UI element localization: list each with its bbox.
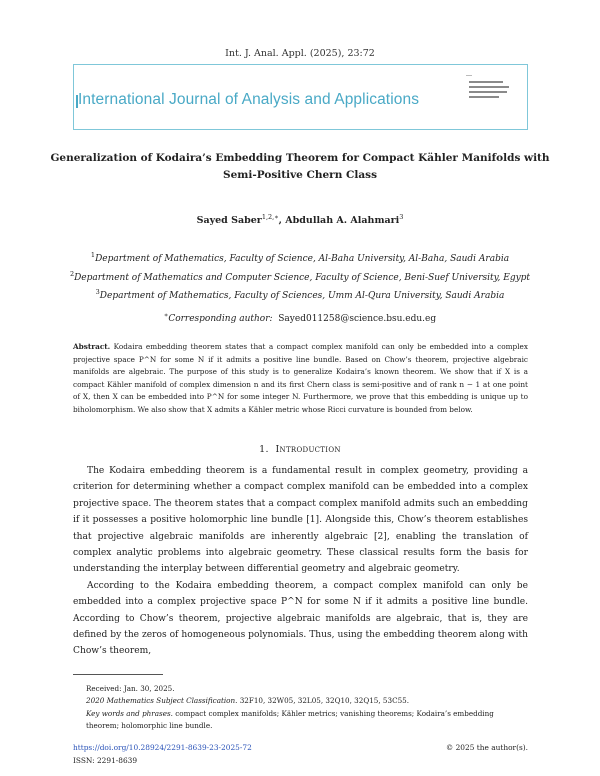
affiliation-line [0,267,600,286]
journal-reference: Int. J. Anal. Appl. (2025), 23:72 [225,48,375,59]
affiliation-line [0,285,600,304]
affiliation-text: Department of Mathematics, Faculty of Sciences, Umm Al-Qura University, Saudi Arabia [99,291,505,301]
body-text [73,463,528,660]
author-affiliation-marker: 1,2,∗ [261,213,279,221]
paper-title [40,150,560,184]
issn: ISSN: 2291-8639 [73,756,138,765]
banner-decoration [466,75,472,76]
affiliation-marker: 2 [69,269,75,278]
section-number: 1. [259,444,269,455]
author-affiliation-marker: 3 [399,213,404,221]
abstract-text: Kodaira embedding theorem states that a compact complex manifold can only be embedded into a complex projective space P^N for some N if it admits a positive line bundle. Based on Chow’s theorem, projective algebraic manifolds are algebraic. The purpose of this study is to generalize Kodaira’s known theorem. We show that if X is a compact Kähler manifold of complex dimension n and its first Chern class is semi-positive and of rank n − 1 at one point of X, then X can be embedded into P^N for some integer N. Furthermore, we prove that this embedding is unique up to biholomorphism. We also show that X admits a Kähler metric whose Ricci curvature is bounded from below. [73,342,528,414]
keywords-label: Key words and phrases. [86,708,173,718]
footnotes [86,683,528,732]
affiliation-text: Department of Mathematics, Faculty of Science, Al-Baha University, Al-Baha, Saudi Arabia [95,254,510,264]
footnote-divider [73,674,163,675]
received-date: Received: Jan. 30, 2025. [86,684,175,693]
paragraph: According to the Kodaira embedding theorem, a compact complex manifold can only be embedded into a complex projective space P^N for some N if it admits a positive line bundle. According to Chow’s theorem, projective algebraic manifolds are algebraic, that is, they are defined by the zeros of homogeneous polynomials. Thus, using the embedding theorem along with Chow’s theorem, [73,580,528,657]
author-name: Sayed Saber [196,215,262,227]
author-separator: , [278,215,286,227]
section-heading [0,444,600,455]
abstract-heading: Abstract. [73,342,111,351]
corresponding-label: Corresponding author: [168,314,273,324]
journal-brand-name: International Journal of Analysis and Applications [78,91,420,108]
corresponding-author [0,311,600,324]
doi-link[interactable]: https://doi.org/10.28924/2291-8639-23-2025-72 [73,743,252,752]
affiliations [0,248,600,304]
journal-banner [73,64,528,130]
affiliation-text: Department of Mathematics and Computer Science, Faculty of Science, Beni-Suef University, Egypt [74,272,531,283]
copyright-notice: © 2025 the author(s). [445,743,528,752]
banner-logo-icon [469,81,509,101]
affiliation-marker: 3 [95,288,100,296]
paper-title-line-1: Generalization of Kodaira’s Embedding Theorem for Compact Kähler Manifolds with [50,152,550,164]
paper-title-line-2: Semi-Positive Chern Class [223,169,377,181]
msc-label: 2020 Mathematics Subject Classification. [86,696,238,706]
paragraph: The Kodaira embedding theorem is a fundamental result in complex geometry, providing a criterion for determining whether a compact complex manifold can be embedded into a complex projective space. The theorem states that a compact complex manifold admits such an embedding if it possesses a positive holomorphic line bundle [1]. Alongside this, Chow’s theorem establishes that projective algebraic manifolds are inherently algebraic [2], enabling the translation of complex analytic problems into algebraic geometry. These classical results form the basis for understanding the interplay between differential geometry and algebraic geometry. [73,466,528,575]
keywords-text: compact complex manifolds; Kähler metrics; vanishing theorems; Kodaira’s embedding theorem; holomorphic line bundle. [86,708,494,730]
abstract [73,341,528,416]
affiliation-line [0,248,600,267]
keywords [86,708,528,733]
affiliation-marker: 1 [90,251,96,259]
corresponding-marker: ∗ [163,311,169,319]
msc-codes: 32F10, 32W05, 32L05, 32Q10, 32Q15, 53C55. [237,696,410,706]
author-name: Abdullah A. Alahmari [285,215,400,227]
author-list [0,213,600,226]
section-title: Introduction [275,444,341,455]
corresponding-email[interactable]: Sayed011258@science.bsu.edu.eg [278,314,437,324]
msc-classification [86,695,528,707]
